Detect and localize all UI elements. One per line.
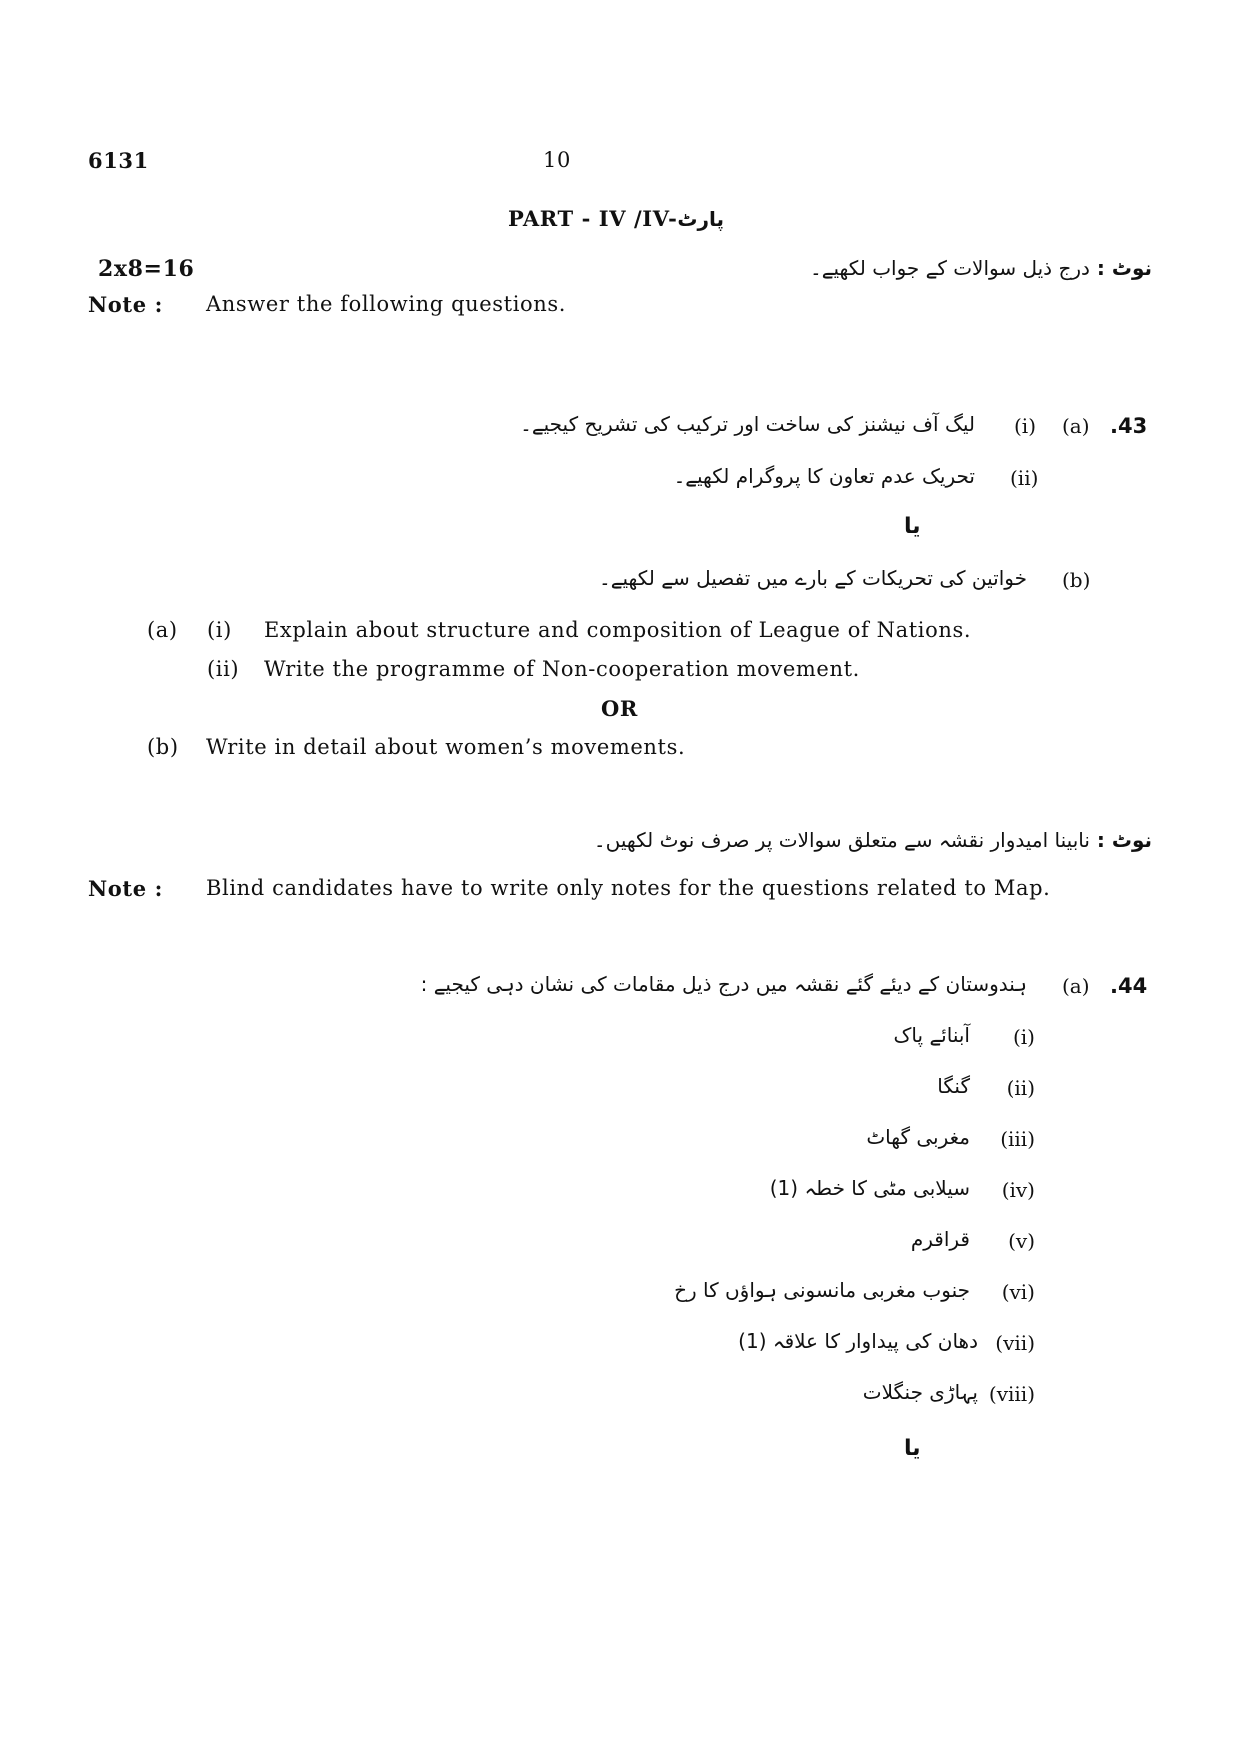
q43-ii-label-ur: (ii) [1010,466,1039,490]
part-title [508,206,724,231]
paper-code: 6131 [88,148,149,173]
page-number: 10 [543,148,571,172]
q44-item-text: سیلابی مٹی کا خطہ (1) [769,1176,970,1200]
q43-i-ur: لیگ آف نیشنز کی ساخت اور ترکیب کی تشریح کیجیے۔ [520,412,975,436]
q44-item-label: (viii) [988,1382,1035,1406]
question-number-44: .44 [1110,974,1148,998]
q43-b-label-ur: (b) [1062,568,1091,592]
q44-item-text: آبنائے پاک [893,1023,970,1047]
q44-item-label: (iii) [1000,1127,1035,1151]
q44-item-text: مغربی گھاٹ [866,1125,970,1149]
q43-b-label-en: (b) [147,735,179,759]
q43-ii-ur: تحریک عدم تعاون کا پروگرام لکھیے۔ [673,464,975,488]
note2-ur-label: نوٹ : [1096,828,1152,852]
q44-item-label: (i) [1012,1025,1035,1049]
q43-ii-en: Write the programme of Non-cooperation movement. [264,657,860,681]
q44-item-text: قراقرم [910,1227,970,1251]
q43-i-label-ur: (i) [1014,414,1037,438]
q44-item-text: دھان کی پیداوار کا علاقہ (1) [738,1329,978,1353]
note-ur [810,256,1152,280]
q43-b-en: Write in detail about women’s movements. [206,735,686,759]
q44-item-label: (vi) [1001,1280,1035,1304]
q44-item-label: (iv) [1001,1178,1035,1202]
q44-item-text: جنوب مغربی مانسونی ہواؤں کا رخ [674,1278,970,1302]
note2-ur-text: نابینا امیدوار نقشہ سے متعلق سوالات پر صرف نوٹ لکھیں۔ [593,828,1090,852]
q43-or-ur: یا [904,514,921,539]
question-number-43: .43 [1110,414,1148,438]
part-title-en: PART - IV /IV- [508,206,678,231]
q43-i-label-en: (i) [207,618,232,642]
note-ur-text: درج ذیل سوالات کے جواب لکھیے۔ [810,256,1090,280]
note2-label: Note : [88,876,163,901]
note2-text: Blind candidates have to write only notes for the questions related to Map. [206,876,1051,900]
q44-a-ur: ہندوستان کے دیئے گئے نقشہ میں درج ذیل مقامات کی نشان دہی کیجیے : [420,972,1027,996]
note2-ur [594,828,1152,852]
q44-item-label: (v) [1008,1229,1035,1253]
q43-i-en: Explain about structure and composition of League of Nations. [264,618,972,642]
q43-or-en: OR [601,696,638,721]
note-label: Note : [88,292,163,317]
q44-or-ur: یا [904,1436,921,1461]
marks: 2x8=16 [98,256,195,282]
q44-item-label: (vii) [995,1331,1035,1355]
part-title-ur: پارٹ [677,207,725,231]
q43-a-label-ur: (a) [1062,414,1090,438]
q43-b-ur: خواتین کی تحریکات کے بارے میں تفصیل سے لکھیے۔ [599,566,1027,590]
note-text: Answer the following questions. [206,292,567,316]
q44-item-label: (ii) [1006,1076,1035,1100]
q44-item-text: گنگا [937,1074,970,1098]
note-ur-label: نوٹ : [1096,256,1152,280]
q44-a-label: (a) [1062,974,1090,998]
q43-a-label-en: (a) [147,618,178,642]
q43-ii-label-en: (ii) [207,657,240,681]
q44-item-text: پہاڑی جنگلات [862,1380,978,1404]
